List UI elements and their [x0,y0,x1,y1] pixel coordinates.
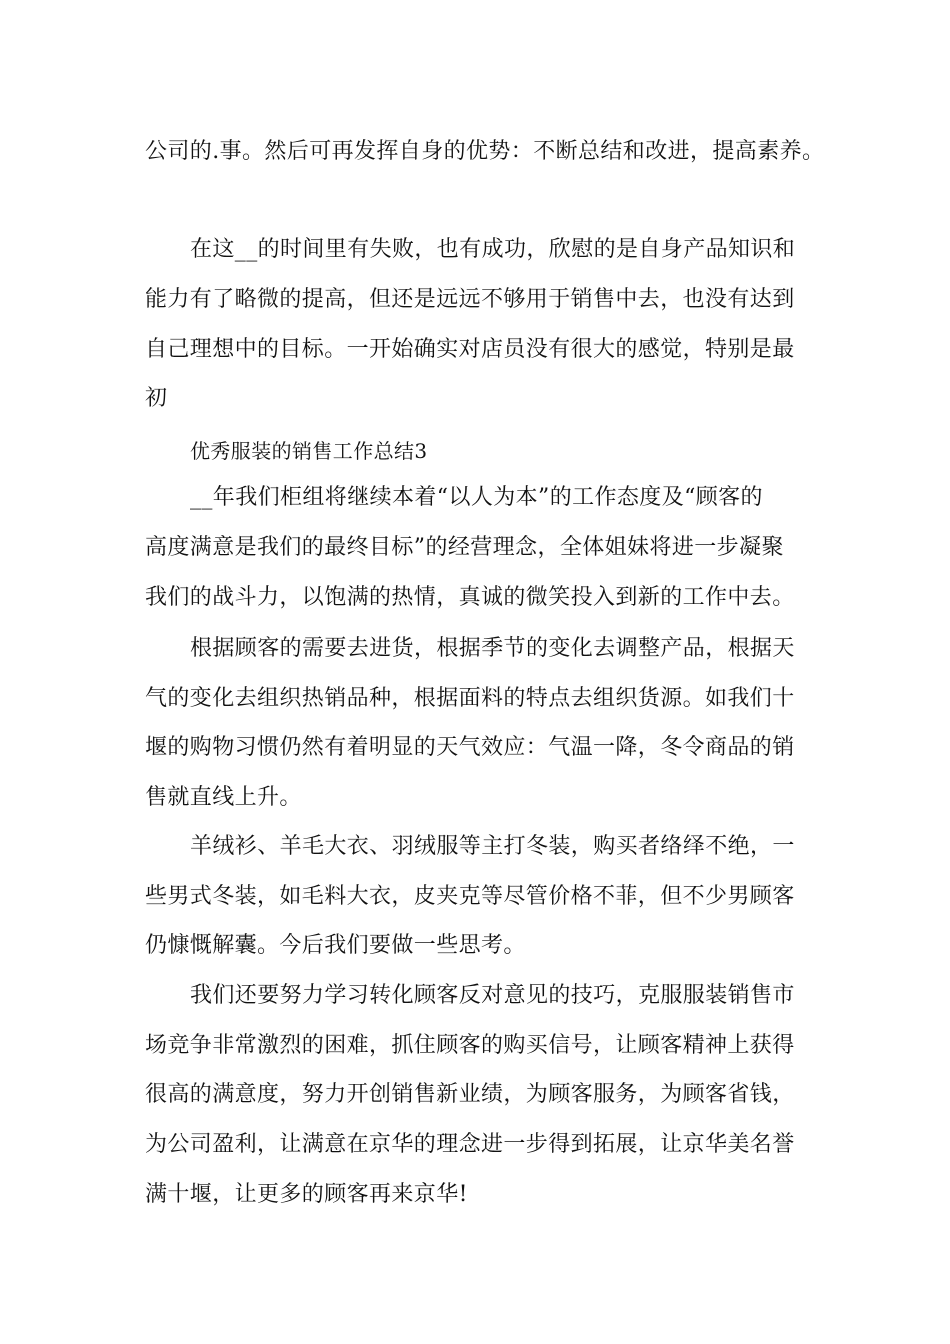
text-line: 高度满意是我们的最终目标”的经营理念，全体姐妹将进一步凝聚 [145,535,784,560]
text-line: 羊绒衫、羊毛大衣、羽绒服等主打冬装，购买者络绎不绝，一 [190,834,795,859]
text-line: 自己理想中的目标。一开始确实对店员没有很大的感觉，特别是最 [145,337,795,362]
text-line: 为公司盈利，让满意在京华的理念进一步得到拓展，让京华美名誉 [145,1132,795,1157]
text-line: 满十堰，让更多的顾客再来京华! [145,1182,468,1207]
text-line: 场竞争非常激烈的困难，抓住顾客的购买信号，让顾客精神上获得 [145,1033,795,1058]
text-line: 我们还要努力学习转化顾客反对意见的技巧，克服服装销售市 [190,983,795,1008]
text-line: 很高的满意度，努力开创销售新业绩，为顾客服务，为顾客省钱， [145,1082,795,1107]
text-line: 堰的购物习惯仍然有着明显的天气效应：气温一降，冬令商品的销 [145,735,795,760]
text-line: __年我们柜组将继续本着“以人为本”的工作态度及“顾客的 [190,485,763,510]
text-line: 根据顾客的需要去进货，根据季节的变化去调整产品，根据天 [190,636,795,661]
section-heading: 优秀服装的销售工作总结3 [190,439,428,463]
text-line: 公司的.事。然后可再发挥自身的优势：不断总结和改进，提高素养。 [145,139,825,164]
text-line: 些男式冬装，如毛料大衣，皮夹克等尽管价格不菲，但不少男顾客 [145,884,795,909]
text-line: 仍慷慨解囊。今后我们要做一些思考。 [145,933,526,958]
text-line: 售就直线上升。 [145,785,302,810]
text-line: 能力有了略微的提高，但还是远远不够用于销售中去，也没有达到 [145,287,795,312]
text-line: 气的变化去组织热销品种，根据面料的特点去组织货源。如我们十 [145,686,795,711]
text-line: 初 [145,386,168,411]
text-line: 在这__的时间里有失败，也有成功，欣慰的是自身产品知识和 [190,237,796,262]
text-line: 我们的战斗力，以饱满的热情，真诚的微笑投入到新的工作中去。 [145,585,795,610]
